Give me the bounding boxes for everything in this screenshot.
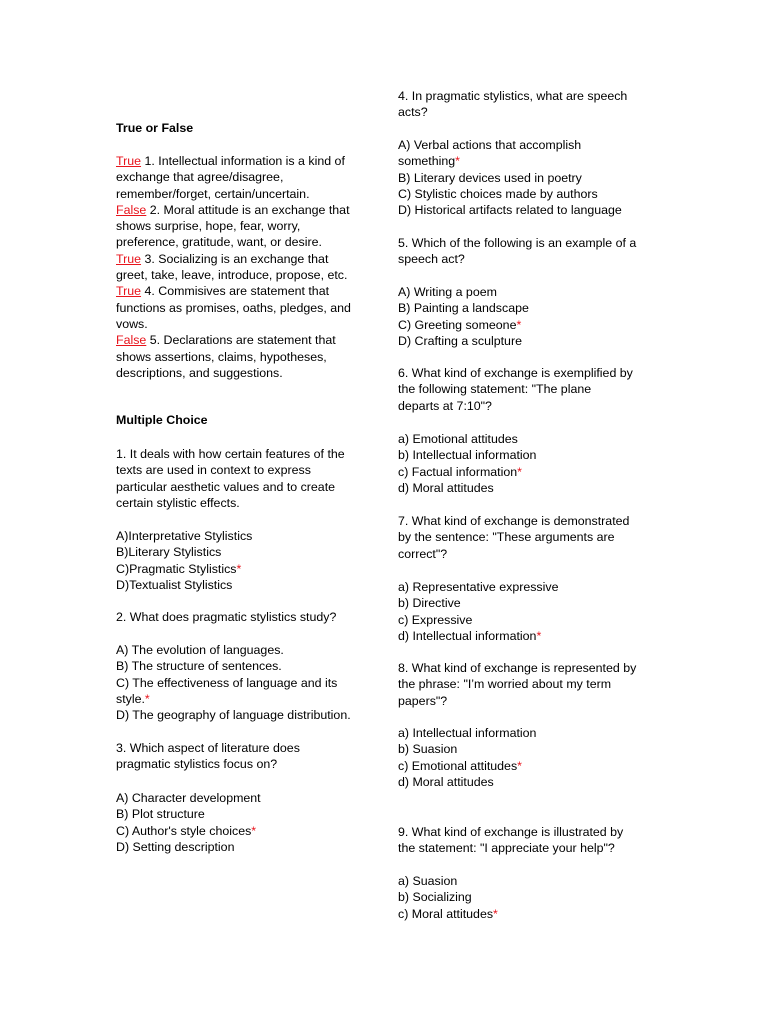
option-correct: c) Emotional attitudes* — [398, 758, 522, 773]
correct-mark: * — [144, 691, 150, 706]
option: B) Literary devices used in poetry — [398, 170, 582, 185]
question-7-options — [398, 579, 660, 644]
multiple-choice-heading: Multiple Choice — [116, 413, 208, 427]
option: A)Interpretative Stylistics — [116, 529, 253, 543]
option: B) The structure of sentences. — [116, 659, 282, 674]
option-correct: C)Pragmatic Stylistics* — [116, 561, 242, 576]
option: D) Crafting a sculpture — [398, 333, 522, 348]
question-1: 1. It deals with how certain features of the texts are used in context to express particular aesthetic values and to create certain stylistic effects. — [116, 447, 345, 510]
option: c) Expressive — [398, 612, 473, 627]
option: a) Suasion — [398, 874, 458, 888]
question-4-options: A) Verbal actions that accomplish something* B) Literary devices used in poetry C) Stylistic choices made by authors D) Historical artifacts related to language — [398, 137, 660, 218]
tf-item-4: True 4. Commisives are statement that — [116, 284, 330, 299]
true-false-items: True 1. Intellectual information is a kind of exchange that agree/disagree, remember/forget, certain/uncertain. False 2. Moral attitude is an exchange that shows surprise, hope, fear, worry, preference, gratitude, want, or desire. True 3. Socializing is an exchange that greet, take, leave, introduce, propose, etc. True 4. Commisives are statement that functions as promises, oaths, pledges, and vows. False 5. Declarations are statement that shows assertions, claims, hypotheses, descriptions, and suggestions. — [116, 153, 378, 381]
correct-mark: * — [516, 317, 522, 332]
option: A) The evolution of languages. — [116, 643, 284, 657]
option-correct: C) Author's style choices* — [116, 823, 257, 838]
option: B) Painting a landscape — [398, 301, 529, 316]
question-2: 2. What does pragmatic stylistics study? — [116, 610, 337, 624]
tf-item-2: False 2. Moral attitude is an exchange that — [116, 202, 350, 217]
question-6: 6. What kind of exchange is exemplified by the following statement: "The plane departs at 7:10"? — [398, 366, 633, 413]
option-correct: c) Moral attitudes* — [398, 906, 498, 921]
tf-answer: False — [116, 333, 147, 348]
option: a) Representative expressive — [398, 580, 559, 594]
correct-mark: * — [517, 464, 522, 479]
tf-item-5: False 5. Declarations are statement that — [116, 333, 336, 348]
option: B) Plot structure — [116, 807, 205, 822]
correct-mark: * — [455, 154, 460, 169]
question-9-options — [398, 873, 660, 922]
option: b) Intellectual information — [398, 448, 537, 463]
option: b) Directive — [398, 596, 461, 611]
tf-item-1: True 1. Intellectual information is a kind of — [116, 154, 345, 168]
tf-answer: True — [116, 251, 142, 266]
question-3: 3. Which aspect of literature does pragmatic stylistics focus on? — [116, 741, 300, 772]
option: D) Setting description — [116, 839, 235, 854]
question-2-options: A) The evolution of languages. B) The structure of sentences. C) The effectiveness of language and its style.* D) The geography of language distribution. — [116, 642, 378, 723]
question-6-options — [398, 431, 660, 496]
option-correct: d) Intellectual information* — [398, 628, 542, 643]
question-7: 7. What kind of exchange is demonstrated by the sentence: "These arguments are correct"? — [398, 514, 630, 561]
option: A) Writing a poem — [398, 285, 497, 299]
correct-mark: * — [236, 561, 242, 576]
option: d) Moral attitudes — [398, 774, 494, 789]
question-8-options — [398, 725, 660, 790]
question-8: 8. What kind of exchange is represented by the phrase: "I’m worried about my term papers"? — [398, 661, 637, 708]
correct-mark: * — [493, 906, 498, 921]
tf-answer: True — [116, 154, 142, 168]
correct-mark: * — [251, 823, 257, 838]
question-3-options — [116, 790, 378, 855]
tf-answer: False — [116, 202, 147, 217]
option: A) Character development — [116, 791, 261, 805]
option-correct: A) Verbal actions that accomplish — [398, 138, 582, 152]
question-5: 5. Which of the following is an example of a speech act? — [398, 236, 637, 267]
option-correct: C) The effectiveness of language and its — [116, 675, 338, 690]
correct-mark: * — [517, 758, 522, 773]
question-5-options — [398, 284, 660, 349]
option-correct: c) Factual information* — [398, 464, 522, 479]
option: b) Suasion — [398, 742, 458, 757]
option: C) Stylistic choices made by authors — [398, 186, 598, 201]
question-4: 4. In pragmatic stylistics, what are speech acts? — [398, 89, 628, 120]
tf-answer: True — [116, 284, 142, 299]
option: a) Intellectual information — [398, 726, 537, 740]
option: b) Socializing — [398, 890, 472, 905]
option: D)Textualist Stylistics — [116, 577, 233, 592]
option: D) The geography of language distribution. — [116, 708, 351, 723]
option: d) Moral attitudes — [398, 480, 494, 495]
option: B)Literary Stylistics — [116, 545, 222, 560]
option-correct: C) Greeting someone* — [398, 317, 522, 332]
option: D) Historical artifacts related to language — [398, 203, 622, 218]
tf-item-3: True 3. Socializing is an exchange that — [116, 251, 329, 266]
option: a) Emotional attitudes — [398, 432, 518, 446]
question-1-options — [116, 528, 378, 593]
correct-mark: * — [536, 628, 542, 643]
question-9: 9. What kind of exchange is illustrated by the statement: "I appreciate your help"? — [398, 825, 624, 856]
true-false-heading: True or False — [116, 121, 194, 135]
